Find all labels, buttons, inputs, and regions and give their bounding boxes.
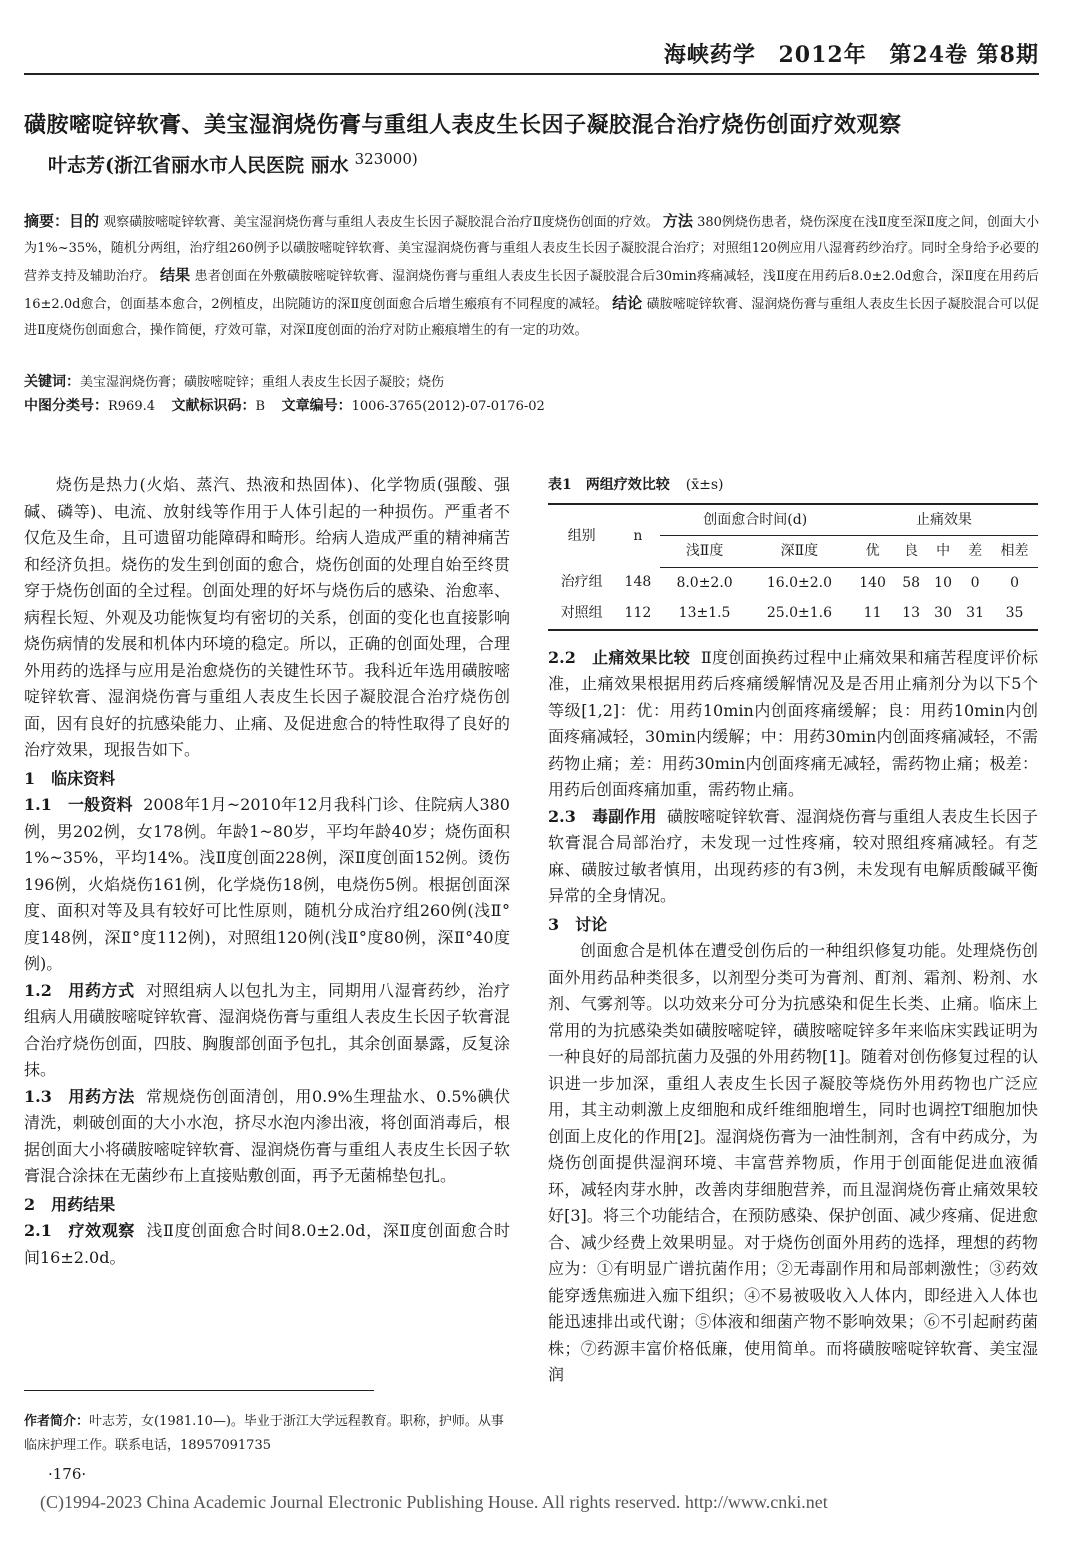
article-title: 磺胺嘧啶锌软膏、美宝湿润烧伤膏与重组人表皮生长因子凝胶混合治疗烧伤创面疗效观察	[24, 112, 902, 138]
section-2-2-text: Ⅱ度创面换药过程中止痛效果和痛苦程度评价标准，止痛效果根据用药后疼痛缓解情况及是否用止痛剂分为以下5个等级[1,2]：优：用药10min内创面疼痛缓解；良：用药10min内创面疼痛减轻，30min内缓解；中：用药30min内创面疼痛减轻，不需药物止痛；差：用药30min内创面疼痛无减轻，需药物止痛；极差：用药后创面疼痛加重，需药物止痛。	[548, 647, 1038, 799]
section-1-2	[24, 978, 510, 1084]
section-1-3	[24, 1084, 510, 1190]
th-very-poor: 相差	[991, 536, 1038, 568]
section-2-3-title: 毒副作用	[591, 806, 657, 826]
page-number: ·176·	[48, 1465, 87, 1483]
table-cell: 25.0±1.6	[749, 598, 850, 630]
section-1-1-num: 1.1	[24, 795, 52, 814]
table-cell: 对照组	[548, 598, 615, 630]
table-cell: 148	[624, 574, 652, 591]
author-footnote	[24, 1410, 510, 1458]
section-1-2-title: 用药方式	[67, 980, 135, 1000]
objective-text: 观察磺胺嘧啶锌软膏、美宝湿润烧伤膏与重组人表皮生长因子凝胶混合治疗Ⅱ度烧伤创面的疗效。	[103, 215, 659, 230]
table-cell: 治疗组	[560, 574, 603, 591]
table-cell: 13	[895, 598, 927, 630]
journal-name: 海峡药学	[663, 42, 756, 68]
section-1-3-num: 1.3	[24, 1086, 52, 1106]
clc-label: 中图分类号：	[24, 398, 108, 414]
th-excellent: 优	[850, 536, 895, 568]
section-2-1-title: 疗效观察	[67, 1221, 135, 1240]
table-row	[548, 567, 1038, 598]
section-1-1	[24, 792, 510, 978]
table-subtitle: (x̄±s)	[685, 477, 724, 493]
th-shallow: 浅Ⅱ度	[660, 536, 748, 568]
article-value: 1006-3765(2012)-07-0176-02	[351, 399, 545, 414]
th-pain-effect: 止痛效果	[850, 504, 1038, 536]
keywords-label: 关键词：	[24, 374, 80, 390]
article-label: 文章编号：	[281, 398, 352, 414]
section-1-1-title: 一般资料	[67, 795, 133, 814]
abstract-label: 摘要：	[24, 212, 70, 230]
th-group: 组别	[548, 504, 615, 568]
table-title: 表1 两组疗效比较	[548, 477, 670, 493]
author-zipcode: 323000)	[354, 150, 418, 168]
copyright-line: (C)1994-2023 China Academic Journal Electronic Publishing House. All rights reserved. http://www.cnki.net	[40, 1492, 828, 1512]
section-2-1	[24, 1218, 510, 1271]
section-2-3-text: 磺胺嘧啶锌软膏、湿润烧伤膏与重组人表皮生长因子软膏混合局部治疗，未发现一过性疼痛，较对照组疼痛减轻。有芝麻、磺胺过敏者慎用，出现药疹的有3例，未发现有电解质酸碱平衡异常的全身情况。	[548, 806, 1038, 905]
journal-year: 2012年	[778, 42, 867, 68]
result-label: 结果	[160, 266, 191, 284]
table-cell: 31	[959, 598, 991, 630]
section-2-1-num: 2.1	[24, 1221, 52, 1240]
classification	[24, 394, 545, 419]
table-cell: 58	[902, 574, 921, 591]
author-line	[48, 150, 418, 177]
intro-paragraph: 烧伤是热力(火焰、蒸汽、热液和热固体)、化学物质(强酸、强碱、磷等)、电流、放射线等作用于人体引起的一种损伤。严重者不仅危及生命，且可遗留功能障碍和畸形。给病人造成严重的精神痛苦和经济负担。烧伤的发生到创面的愈合，烧伤创面的处理自始至终贯穿于烧伤创面的全过程。创面处理的好坏与烧伤后的感染、治愈率、病程长短、外观及功能恢复均有密切的关系，创面的变化也直接影响烧伤病情的发展和机体内环境的稳定。所以，正确的创面处理，合理外用药的选择与应用是治愈烧伤的关键性环节。我科近年选用磺胺嘧啶锌软膏、湿润烧伤膏与重组人表皮生长因子凝胶混合治疗烧伤创面，因有良好的抗感染能力、止痛、及促进愈合的特性取得了良好的治疗效果，现报告如下。	[24, 475, 510, 759]
section-1-heading: 1 临床资料	[24, 768, 116, 788]
section-2-3-num: 2.3	[548, 806, 576, 826]
th-poor: 差	[959, 536, 991, 568]
conclusion-label: 结论	[612, 294, 643, 312]
objective-label: 目的	[69, 212, 100, 230]
clc-value: R969.4	[108, 399, 156, 414]
th-medium: 中	[927, 536, 959, 568]
table-cell: 11	[850, 598, 895, 630]
section-2-2-num: 2.2	[548, 647, 576, 667]
section-1-3-title: 用药方法	[67, 1086, 135, 1106]
table-cell: 140	[859, 574, 886, 591]
section-1-1-text: 2008年1月~2010年12月我科门诊、住院病人380例，男202例，女178例。年龄1~80岁，平均年龄40岁；烧伤面积1%~35%，平均14%。浅Ⅱ度创面228例，深Ⅱ度创面152例。烫伤196例，火焰烧伤161例，化学烧伤18例，电烧伤5例。根据创面深度、面积对等及具有较好可比性原则，随机分成治疗组260例(浅Ⅱ°度148例，深Ⅱ°度112例)，对照组120例(浅Ⅱ°度80例，深Ⅱ°40度例)。	[24, 795, 510, 973]
section-1-3-text: 常规烧伤创面清创，用0.9%生理盐水、0.5%碘伏清洗，刺破创面的大小水泡，挤尽水泡内渗出液，将创面消毒后，根据创面大小将磺胺嘧啶锌软膏、湿润烧伤膏与重组人表皮生长因子软膏混合涂抹在无菌纱布上直接贴敷创面，再予无菌棉垫包扎。	[24, 1086, 510, 1185]
section-1-2-text: 对照组病人以包扎为主，同期用八湿膏药纱，治疗组病人用磺胺嘧啶锌软膏、湿润烧伤膏与重组人表皮生长因子软膏混合治疗烧伤创面，四肢、胸腹部创面予包扎，其余创面暴露，反复涂抹。	[24, 980, 510, 1079]
table-cell: 13±1.5	[660, 598, 748, 630]
section-2-2-title: 止痛效果比较	[591, 647, 691, 667]
section-2-3	[548, 804, 1038, 910]
table-cell: 35	[991, 598, 1038, 630]
th-deep: 深Ⅱ度	[749, 536, 850, 568]
table-cell: 16.0±2.0	[766, 574, 832, 591]
conclusion-text: 磺胺嘧啶锌软膏、湿润烧伤膏与重组人表皮生长因子凝胶混合可以促进Ⅱ度烧伤创面愈合，操作简便，疗效可靠，对深Ⅱ度创面的治疗对防止瘢痕增生的有一定的功效。	[24, 297, 1039, 338]
header-rule	[24, 73, 1039, 75]
table-cell: 112	[615, 598, 660, 630]
doc-label: 文献标识码：	[171, 398, 256, 414]
running-header	[650, 38, 1039, 69]
table-cell: 30	[927, 598, 959, 630]
discussion-paragraph: 创面愈合是机体在遭受创伤后的一种组织修复功能。处理烧伤创面外用药品种类很多，以剂型分类可为膏剂、酊剂、霜剂、粉剂、水剂、气雾剂等。以功效来分可分为抗感染和促生长类、止痛。临床上常用的为抗感染类如磺胺嘧啶锌，磺胺嘧啶锌多年来临床实践证明为一种良好的局部抗菌力及强的外用药物[1]。随着对创伤修复过程的认识进一步加深，重组人表皮生长因子凝胶等烧伤外用药物也广泛应用，其主动刺激上皮细胞和成纤维细胞增生，同时也调控T细胞加快创面上皮化的作用[2]。湿润烧伤膏为一油性制剂，含有中药成分，为烧伤创面提供湿润环境、丰富营养物质，作用于创面能促进血液循环，减轻肉芽水肿，改善肉芽细胞营养，而且湿润烧伤膏止痛效果较好[3]。将三个功能结合，在预防感染、保护创面、减少疼痛、促进愈合、减少经费上效果明显。对于烧伤创面外用药的选择，理想的药物应为：①有明显广谱抗菌作用；②无毒副作用和局部刺激性；③药效能穿透焦痂进入痂下组织；④不易被吸收入人体内，即经进入人体也能迅速排出或代谢；⑤体液和细菌产物不影响效果；⑥不引起耐药菌株；⑦药源丰富价格低廉，使用简单。而将磺胺嘧啶锌软膏、美宝湿润	[548, 941, 1038, 1384]
footnote-rule	[24, 1390, 374, 1391]
section-2-heading: 2 用药结果	[24, 1194, 116, 1214]
table-cell: 0	[970, 574, 980, 591]
left-column	[24, 472, 510, 1271]
section-1-2-num: 1.2	[24, 980, 52, 1000]
section-2-2	[548, 645, 1038, 804]
section-3-heading: 3 讨论	[548, 914, 608, 934]
method-text: 380例烧伤患者，烧伤深度在浅Ⅱ度至深Ⅱ度之间，创面大小为1%~35%，随机分两组，治疗组260例予以磺胺嘧啶锌软膏、美宝湿润烧伤膏与重组人表皮生长因子凝胶混合治疗；对照组120例应用八湿膏药纱治疗。同时全身给予必要的营养支持及辅助治疗。	[24, 215, 1039, 284]
result-text: 患者创面在外敷磺胺嘧啶锌软膏、湿润烧伤膏与重组人表皮生长因子凝胶混合后30min疼痛减轻，浅Ⅱ度在用药后8.0±2.0d愈合，深Ⅱ度在用药后16±2.0d愈合，创面基本愈合，2例植皮，出院随访的深Ⅱ度创面愈合后增生瘢痕有不同程度的减轻。	[24, 269, 1039, 312]
keywords	[24, 370, 444, 395]
th-n: n	[615, 504, 660, 568]
doc-value: B	[255, 399, 266, 414]
author-affiliation: 叶志芳(浙江省丽水市人民医院 丽水	[48, 154, 349, 177]
table-cell: 10	[934, 574, 952, 591]
th-heal-time: 创面愈合时间(d)	[660, 504, 850, 536]
table-cell: 0	[1010, 574, 1019, 591]
table-cell: 8.0±2.0	[676, 574, 733, 591]
table-row	[548, 598, 1038, 630]
footnote-text: 叶志芳，女(1981.10—)。毕业于浙江大学远程教育。职称，护师。从事临床护理工作。联系电话，18957091735	[24, 1414, 504, 1453]
th-good: 良	[895, 536, 927, 568]
footnote-label: 作者简介：	[24, 1414, 90, 1429]
journal-volume: 第24卷 第8期	[889, 42, 1039, 68]
right-column	[548, 472, 1038, 1389]
efficacy-table	[548, 503, 1038, 631]
method-label: 方法	[662, 212, 693, 230]
section-2-1-text: 浅Ⅱ度创面愈合时间8.0±2.0d，深Ⅱ度创面愈合时间16±2.0d。	[24, 1221, 510, 1267]
keywords-text: 美宝湿润烧伤膏；磺胺嘧啶锌；重组人表皮生长因子凝胶；烧伤	[80, 375, 445, 390]
abstract	[24, 208, 1039, 344]
table-caption	[548, 472, 1038, 499]
